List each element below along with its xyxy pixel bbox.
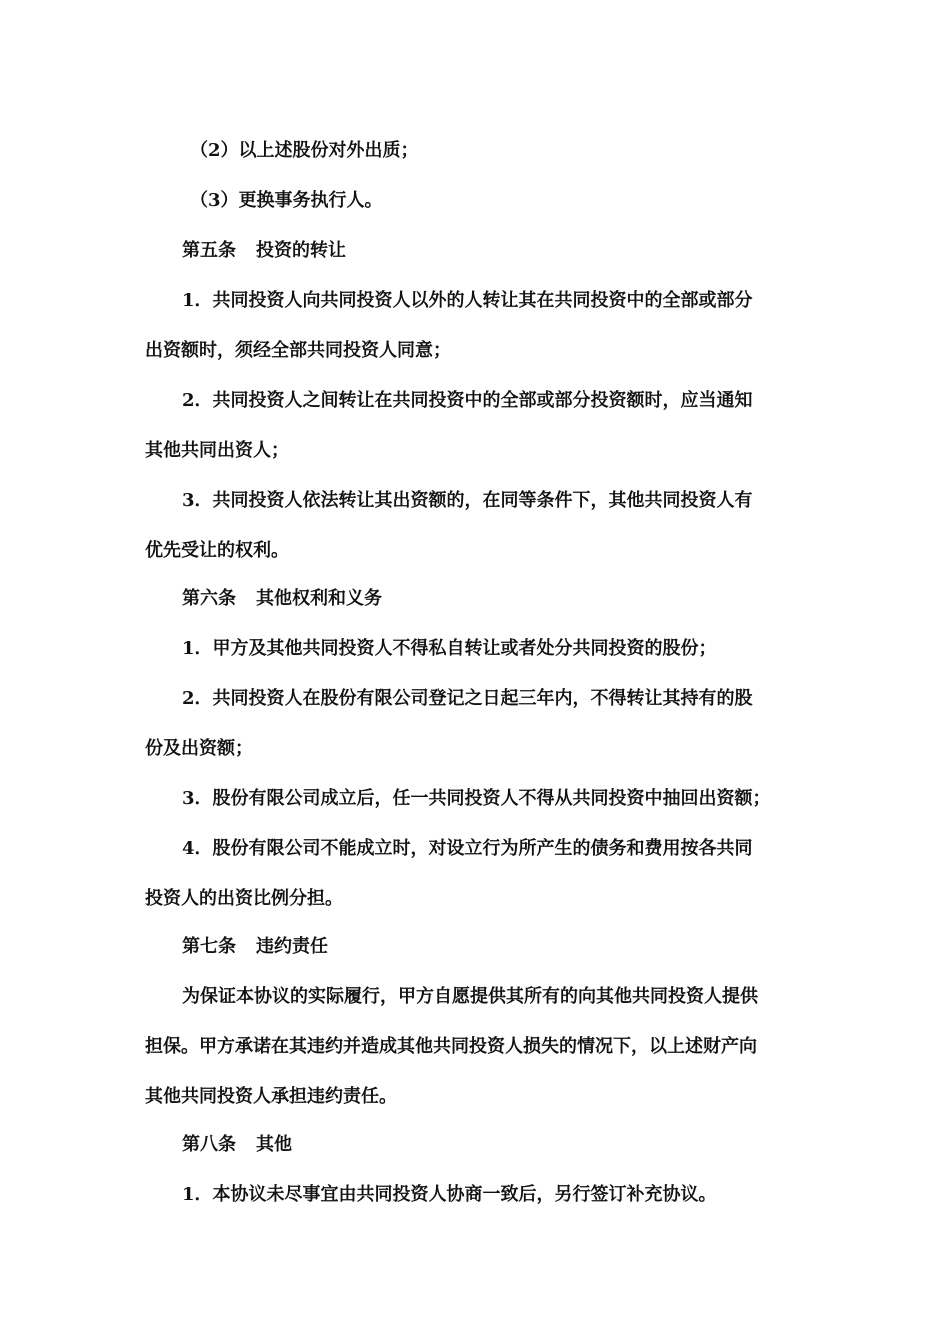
paragraph-line xyxy=(145,1032,815,1062)
paragraph-line xyxy=(182,982,815,1012)
item-text: 本协议未尽事宜由共同投资人协商一致后，另行签订补充协议。 xyxy=(212,1184,717,1205)
clause-item xyxy=(182,1180,815,1210)
item-number: 1． xyxy=(182,1184,213,1205)
article-number: 第八条 xyxy=(182,1134,236,1155)
clause-item xyxy=(182,784,815,814)
clause-continuation xyxy=(145,436,815,466)
clause-item xyxy=(182,386,815,416)
item-text: 股份有限公司不能成立时，对设立行为所产生的债务和费用按各共同 xyxy=(212,838,753,859)
item-text: 出资额时，须经全部共同投资人同意； xyxy=(145,340,451,361)
article-heading xyxy=(182,1130,815,1160)
clause-item xyxy=(190,136,810,166)
paragraph-text: 其他共同投资人承担违约责任。 xyxy=(145,1086,397,1107)
item-number: （2） xyxy=(190,140,239,161)
clause-item xyxy=(182,684,815,714)
item-number: 2． xyxy=(182,688,213,709)
article-number: 第五条 xyxy=(182,240,236,261)
clause-continuation xyxy=(145,336,815,366)
clause-item xyxy=(182,486,815,516)
clause-item xyxy=(182,286,815,316)
article-title: 投资的转让 xyxy=(256,240,346,261)
item-text: 共同投资人依法转让其出资额的，在同等条件下，其他共同投资人有 xyxy=(212,490,753,511)
item-text: 共同投资人向共同投资人以外的人转让其在共同投资中的全部或部分 xyxy=(212,290,753,311)
article-heading xyxy=(182,236,815,266)
article-heading xyxy=(182,584,815,614)
item-number: 3． xyxy=(182,788,213,809)
clause-continuation xyxy=(145,734,815,764)
clause-item xyxy=(190,186,810,216)
article-title: 违约责任 xyxy=(256,936,328,957)
item-text: 甲方及其他共同投资人不得私自转让或者处分共同投资的股份； xyxy=(212,638,717,659)
article-heading xyxy=(182,932,815,962)
item-number: 3． xyxy=(182,490,213,511)
item-number: 4． xyxy=(182,838,213,859)
item-text: 股份有限公司成立后，任一共同投资人不得从共同投资中抽回出资额； xyxy=(212,788,771,809)
item-text: 优先受让的权利。 xyxy=(145,540,289,561)
item-text: 投资人的出资比例分担。 xyxy=(145,888,343,909)
item-number: （3） xyxy=(190,190,239,211)
item-number: 1． xyxy=(182,638,213,659)
clause-item xyxy=(182,634,815,664)
item-number: 2． xyxy=(182,390,213,411)
item-text: 更换事务执行人。 xyxy=(238,190,383,211)
item-text: 共同投资人在股份有限公司登记之日起三年内，不得转让其持有的股 xyxy=(212,688,753,709)
paragraph-line xyxy=(145,1082,815,1112)
article-title: 其他权利和义务 xyxy=(256,588,382,609)
item-text: 其他共同出资人； xyxy=(145,440,289,461)
paragraph-text: 担保。甲方承诺在其违约并造成其他共同投资人损失的情况下，以上述财产向 xyxy=(145,1036,757,1057)
clause-continuation xyxy=(145,884,815,914)
clause-continuation xyxy=(145,536,815,566)
article-number: 第七条 xyxy=(182,936,236,957)
paragraph-text: 为保证本协议的实际履行，甲方自愿提供其所有的向其他共同投资人提供 xyxy=(182,986,758,1007)
item-text: 份及出资额； xyxy=(145,738,253,759)
item-number: 1． xyxy=(182,290,213,311)
item-text: 以上述股份对外出质； xyxy=(238,140,419,161)
clause-item xyxy=(182,834,815,864)
article-number: 第六条 xyxy=(182,588,236,609)
article-title: 其他 xyxy=(256,1134,292,1155)
item-text: 共同投资人之间转让在共同投资中的全部或部分投资额时，应当通知 xyxy=(212,390,753,411)
